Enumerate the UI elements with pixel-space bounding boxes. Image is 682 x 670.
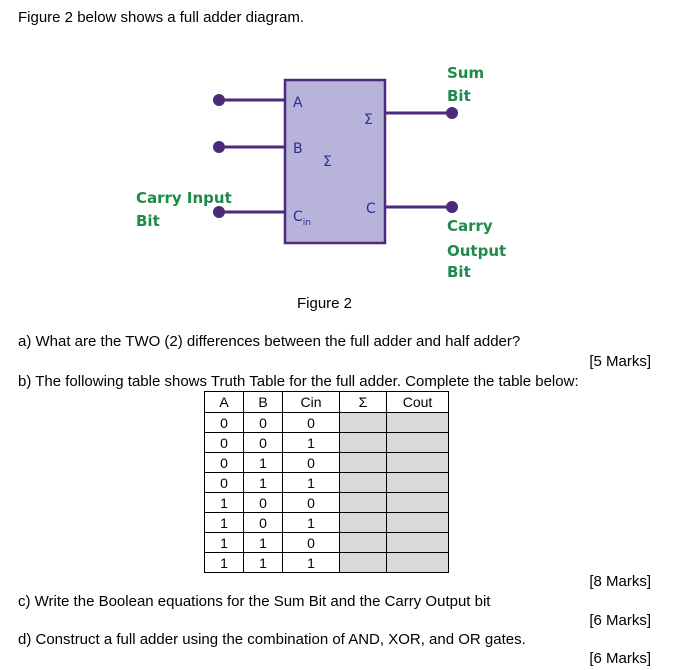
carry-output-label-line1: Carry: [447, 217, 493, 235]
sum-answer-cell[interactable]: [340, 453, 387, 473]
sum-answer-cell[interactable]: [340, 553, 387, 573]
cout-answer-cell[interactable]: [387, 413, 449, 433]
table-row: 0 0 1: [205, 433, 449, 453]
table-row: 1 0 0: [205, 493, 449, 513]
question-d: d) Construct a full adder using the combination of AND, XOR, and OR gates.: [18, 631, 526, 648]
header-cout: Cout: [387, 392, 449, 413]
carry-output-wire: [385, 201, 458, 213]
table-row: 0 1 0: [205, 453, 449, 473]
intro-text: Figure 2 below shows a full adder diagram.: [18, 9, 304, 26]
marks-b: [8 Marks]: [589, 573, 651, 590]
sum-answer-cell[interactable]: [340, 433, 387, 453]
full-adder-diagram: [0, 0, 682, 300]
cout-answer-cell[interactable]: [387, 453, 449, 473]
carry-output-label-line3: Bit: [447, 263, 471, 281]
sum-label-line2: Bit: [447, 87, 471, 105]
cout-answer-cell[interactable]: [387, 553, 449, 573]
input-a-wire: [213, 94, 285, 106]
port-sum-label: Σ: [364, 112, 373, 128]
table-row: 1 1 0: [205, 533, 449, 553]
sum-answer-cell[interactable]: [340, 493, 387, 513]
port-cout-label: C: [366, 201, 376, 217]
port-cin-label: $C_{in}$: [293, 209, 311, 228]
center-sigma-symbol: Σ: [323, 154, 332, 170]
header-cin: Cin: [283, 392, 340, 413]
marks-a: [5 Marks]: [589, 353, 651, 370]
carry-output-label-line2: Output: [447, 242, 507, 260]
marks-c: [6 Marks]: [589, 612, 651, 629]
sum-answer-cell[interactable]: [340, 513, 387, 533]
sum-answer-cell[interactable]: [340, 413, 387, 433]
cout-answer-cell[interactable]: [387, 473, 449, 493]
truth-table: [204, 391, 449, 573]
cout-answer-cell[interactable]: [387, 493, 449, 513]
truth-table-header-row: [205, 392, 449, 413]
carry-input-label-line1: Carry Input: [136, 189, 232, 207]
cout-answer-cell[interactable]: [387, 513, 449, 533]
figure-caption: Figure 2: [297, 295, 353, 312]
table-row: 1 0 1: [205, 513, 449, 533]
sum-answer-cell[interactable]: [340, 533, 387, 553]
sum-answer-cell[interactable]: [340, 473, 387, 493]
header-a: A: [205, 392, 244, 413]
carry-input-label-line2: Bit: [136, 212, 160, 230]
header-sum: Σ: [340, 392, 387, 413]
cout-answer-cell[interactable]: [387, 433, 449, 453]
table-row: 0 1 1: [205, 473, 449, 493]
table-row: 1 1 1: [205, 553, 449, 573]
question-c: c) Write the Boolean equations for the Sum Bit and the Carry Output bit: [18, 593, 491, 610]
header-b: B: [244, 392, 283, 413]
cout-answer-cell[interactable]: [387, 533, 449, 553]
port-b-label: B: [293, 141, 303, 157]
sum-output-wire: [385, 107, 458, 119]
input-b-wire: [213, 141, 285, 153]
port-a-label: A: [293, 95, 303, 111]
table-row: 0 0 0: [205, 413, 449, 433]
sum-label-line1: Sum: [447, 64, 485, 82]
question-b: b) The following table shows Truth Table for the full adder. Complete the table below:: [18, 373, 579, 390]
question-a: a) What are the TWO (2) differences between the full adder and half adder?: [18, 333, 521, 350]
marks-d: [6 Marks]: [589, 650, 651, 667]
carry-input-wire: [213, 206, 285, 218]
